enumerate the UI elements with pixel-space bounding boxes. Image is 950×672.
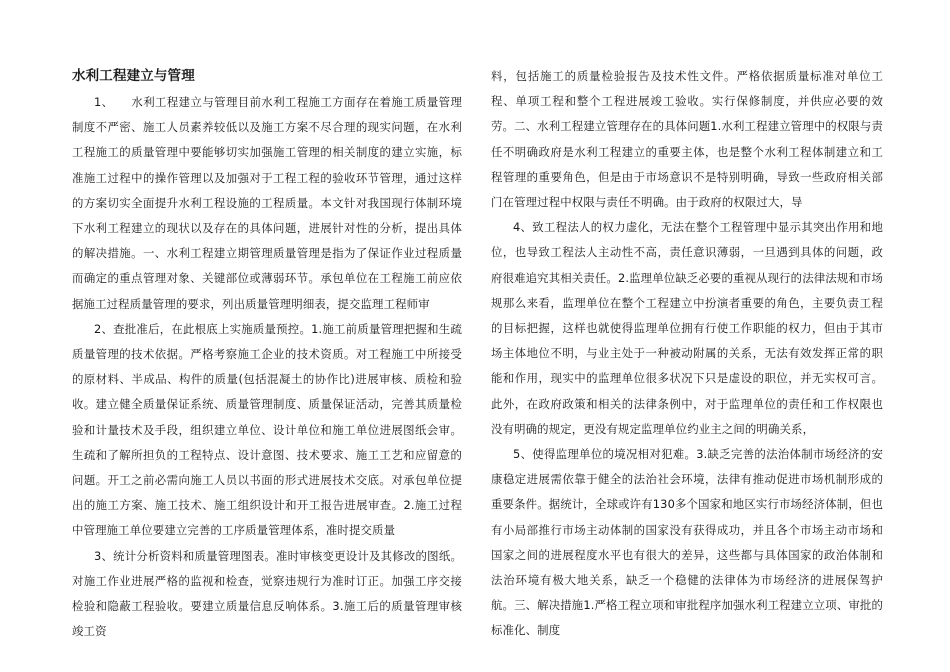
paragraph-3: 3、统计分析资料和质量管理图表。准时审核变更设计及其修改的图纸。对施工作业进展严格的监视和检查，觉察违规行为准时订正。加强工序交接检验和隐蔽工程验收。要建立质量信息反响体系。3.施工后的质量管理审核竣工资 (72, 548, 462, 639)
right-column (491, 64, 883, 644)
paragraph-1: 1、 水利工程建立与管理目前水利工程施工方面存在着施工质量管理制度不严密、施工人员素养较低以及施工方案不尽合理的现实问题，在水利工程施工的质量管理中要能够切实加强施工管理的相关制度的建立实施，标准施工过程中的操作管理以及加强对于工程工程的验收环节管理，通过这样的方案切实全面提升水利工程设施的工程质量。本文针对我国现行体制环境下水利工程建立的现状以及存在的具体问题，进展针对性的分析，提出具体的解决措施。一、水利工程建立期管理质量管理是指为了保证作业过程质量而确定的重点管理对象、关键部位或薄弱环节。承包单位在工程施工前应依据施工过程质量管理的要求，列出质量管理明细表，提交监理工程师审 (72, 95, 462, 311)
paragraph-5: 5、使得监理单位的境况相对犯难。3.缺乏完善的法治体制市场经济的安康稳定进展需依靠于健全的法治社会环境，法律有推动促进市场机制形成的重要条件。据统计，全球或许有130多个国家和地区实行市场经济体制，但也有小局部推行市场主动体制的国家没有获得成功，并且各个市场主动市场和国家之间的进展程度水平也有很大的差异，这些都与具体国家的政治体制和法治环境有极大地关系，缺乏一个稳健的法律体为市场经济的进展保驾护航。三、解决措施1.严格工程立项和审批程序加强水利工程建立立项、审批的标准化、制度 (491, 447, 884, 638)
paragraph-3-continued: 料，包括施工的质量检验报告及技术性文件。严格依据质量标准对单位工程、单项工程和整个工程进展竣工验收。实行保修制度，并供应必要的效劳。二、水利工程建立管理存在的具体问题1.水利工程建立管理中的权限与责任不明确政府是水利工程建立的重要主体，也是整个水利工程体制建立和工程管理的重要角色，但是由于市场意识不是特别明确，导致一些政府相关部门在管理过程中权限与责任不明确。由于政府的权限过大，导 (491, 69, 884, 210)
left-column (72, 66, 462, 644)
document-title: 水利工程建立与管理 (72, 68, 195, 84)
paragraph-4: 4、致工程法人的权力虚化，无法在整个工程管理中显示其突出作用和地位，也导致工程法人主动性不高，责任意识薄弱，一旦遇到具体的问题，政府很难追究其相关责任。2.监理单位缺乏必要的重视从现行的法律法规和市场规那么来看，监理单位在整个工程建立中扮演者重要的角色，主要负责工程的目标把握，这样也就使得监理单位拥有行使工作职能的权力，但由于其市场主体地位不明，与业主处于一种被动附属的关系，无法有效发挥正常的职能和作用，现实中的监理单位很多状况下只是虚设的职位，并无实权可言。此外，在政府政策和相关的法律条例中，对于监理单位的责任和工作权限也没有明确的规定，更没有规定监理单位约业主之间的明确关系， (491, 220, 884, 436)
paragraph-2: 2、查批准后，在此根底上实施质量预控。1.施工前质量管理把握和生疏质量管理的技术依据。严格考察施工企业的技术资质。对工程施工中所接受的原材料、半成品、构件的质量(包括混凝土的协作比)进展审核、质检和验收。建立健全质量保证系统、质量管理制度、质量保证活动，完善其质量检验和计量技术及手段，组织建立单位、设计单位和施工单位进展图纸会审。生疏和了解所担负的工程特点、设计意图、技术要求、施工工艺和应留意的问题。开工之前必需向施工人员以书面的形式进展技术交底。对承包单位提出的施工方案、施工技术、施工组织设计和开工报告进展审查。2.施工过程中管理施工单位要建立完善的工序质量管理体系，准时提交质量 (72, 321, 462, 538)
